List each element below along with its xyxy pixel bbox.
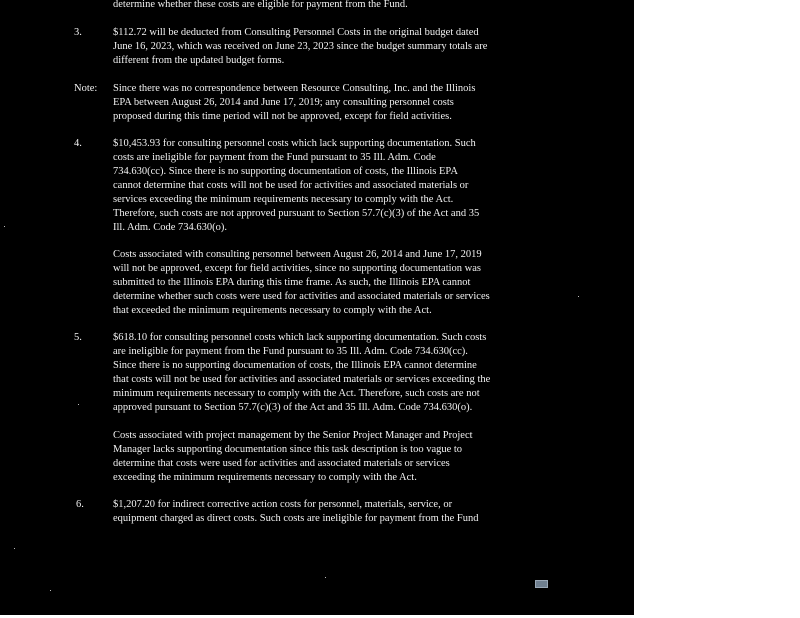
item-4-para2-line-4: determine whether such costs were used for activities and associated materials or services [113,291,490,302]
item-5-line-4: that costs will not be used for activities and associated materials or services exceeding the [113,374,491,385]
item-6-line-1: $1,207.20 for indirect corrective action costs for personnel, materials, service, or [113,499,453,510]
item-5-line-6: approved pursuant to Section 57.7(c)(3) of the Act and 35 Ill. Adm. Code 734.630(o). [113,402,473,413]
item-5-para2-line-3: determine that costs were used for activities and associated materials or services [113,458,450,469]
item-5-line-1: $618.10 for consulting personnel costs which lack supporting documentation. Such costs [113,332,487,343]
item-4-para2-line-2: will not be approved, except for field activities, since no supporting documentation was [113,263,481,274]
item-5-number: 5. [74,332,82,343]
item-4-line-4: cannot determine that costs will not be used for activities and associated materials or [113,180,469,191]
scan-speck [14,548,15,549]
item-4-line-6: Therefore, such costs are not approved pursuant to Section 57.7(c)(3) of the Act and 35 [113,208,480,219]
note-label: Note: [74,83,98,94]
item-4-para2-line-1: Costs associated with consulting personnel between August 26, 2014 and June 17, 2019 [113,249,482,260]
item-4-line-3: 734.630(cc). Since there is no supporting documentation of costs, the Illinois EPA [113,166,458,177]
item-5-line-5: minimum requirements necessary to comply with the Act. Therefore, such costs are not [113,388,480,399]
scan-stamp-mark [535,580,548,588]
item-4-line-5: services exceeding the minimum requirements necessary to comply with the Act. [113,194,454,205]
item-4-para2-line-3: submitted to the Illinois EPA during this time frame. As such, the Illinois EPA cannot [113,277,471,288]
note-line-2: EPA between August 26, 2014 and June 17, 2019; any consulting personnel costs [113,97,454,108]
item-3-line-2: June 16, 2023, which was received on June 23, 2023 since the budget summary totals are [113,41,488,52]
item-4-number: 4. [74,138,82,149]
item-3-number: 3. [74,27,82,38]
note-line-3: proposed during this time period will not be approved, except for field activities. [113,111,452,122]
item-6-line-2: equipment charged as direct costs. Such costs are ineligible for payment from the Fund [113,513,479,524]
item-4-line-7: Ill. Adm. Code 734.630(o). [113,222,228,233]
item-5-line-2: are ineligible for payment from the Fund pursuant to 35 Ill. Adm. Code 734.630(cc). [113,346,468,357]
item-4-line-1: $10,453.93 for consulting personnel costs which lack supporting documentation. Such [113,138,476,149]
scan-speck [325,577,326,578]
item-3-line-3: different from the updated budget forms. [113,55,285,66]
item-5-para2-line-1: Costs associated with project management by the Senior Project Manager and Project [113,430,473,441]
scan-speck [50,590,51,591]
scan-speck [578,296,579,297]
item-6-number: 6. [76,499,84,510]
item-4-line-2: costs are ineligible for payment from the Fund pursuant to 35 Ill. Adm. Code [113,152,436,163]
item-5-para2-line-4: exceeding the minimum requirements necessary to comply with the Act. [113,472,417,483]
item-5-para2-line-2: Manager lacks supporting documentation since this task description is too vague to [113,444,463,455]
scan-speck [4,226,5,227]
item-5-line-3: Since there is no supporting documentation of costs, the Illinois EPA cannot determine [113,360,477,371]
item-4-para2-line-5: that exceeded the minimum requirements necessary to comply with the Act. [113,305,432,316]
item-3-line-1: $112.72 will be deducted from Consulting Personnel Costs in the original budget dated [113,27,479,38]
note-line-1: Since there was no correspondence between Resource Consulting, Inc. and the Illinois [113,83,476,94]
scan-speck [78,404,79,405]
intro-line: determine whether these costs are eligible for payment from the Fund. [113,0,408,10]
